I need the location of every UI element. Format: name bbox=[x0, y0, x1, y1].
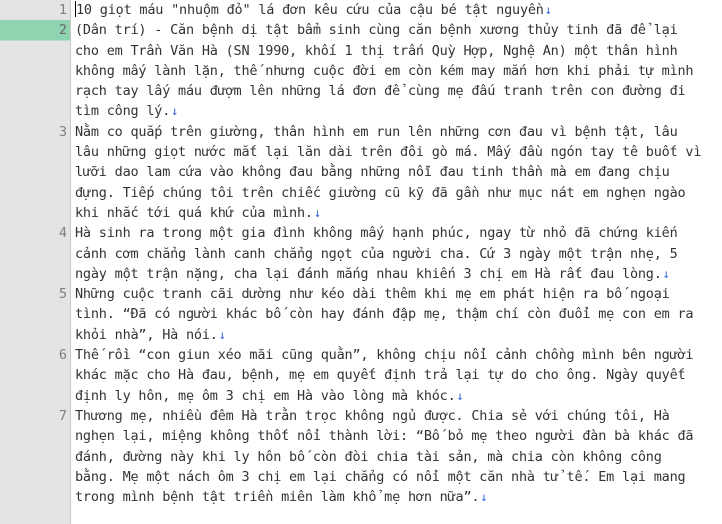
row-text: lâu những giọt nước mắt lại lăn dài trên đôi gò má. Mấy đầu ngón tay tê buốt vì bbox=[75, 144, 702, 161]
end-of-line-marker-icon: ↓ bbox=[313, 205, 321, 220]
row-text: khác mặc cho Hà đau, bệnh, mẹ em quyết định trả lại tự do cho ông. Ngày quyết bbox=[75, 367, 686, 384]
wrapped-row bbox=[75, 162, 715, 182]
row-text: trong mình bệnh tật triền miên làm khổ mẹ hơn nữa”. bbox=[75, 489, 480, 506]
wrapped-row bbox=[75, 142, 715, 162]
wrapped-row bbox=[75, 284, 715, 304]
end-of-line-marker-icon: ↓ bbox=[544, 3, 552, 17]
wrapped-row bbox=[75, 406, 715, 426]
editor-line[interactable] bbox=[0, 223, 722, 284]
line-number: 7 bbox=[58, 407, 67, 424]
row-text: tình. “Đã có người khác bố còn hay đánh đập mẹ, thậm chí còn đuổi mẹ con em ra bbox=[75, 306, 694, 323]
wrapped-row bbox=[75, 203, 715, 223]
wrapped-row bbox=[75, 20, 715, 40]
wrapped-row bbox=[75, 487, 715, 507]
wrapped-row bbox=[75, 467, 715, 487]
editor-line[interactable] bbox=[0, 122, 722, 223]
line-text[interactable] bbox=[70, 0, 715, 20]
line-number: 3 bbox=[58, 123, 67, 140]
row-text: 10 giọt máu "nhuộm đỏ" lá đơn kêu cứu của cậu bé tật nguyền bbox=[76, 2, 544, 18]
row-text: Hà sinh ra trong một gia đình không mấy hạnh phúc, ngay từ nhỏ đã chứng kiến bbox=[75, 225, 678, 242]
wrapped-row bbox=[75, 345, 715, 365]
row-text: (Dân trí) - Căn bệnh dị tật bẩm sinh cùng căn bệnh xương thủy tinh đã để lại bbox=[75, 22, 678, 39]
row-text: Thế rồi “con giun xéo mãi cũng quằn”, không chịu nổi cảnh chồng mình bên người bbox=[75, 347, 694, 364]
wrapped-row bbox=[75, 223, 715, 243]
wrapped-row bbox=[75, 41, 715, 61]
wrapped-row bbox=[75, 264, 715, 284]
row-text: nghẹn lại, miệng không thốt nổi thành lời: “Bố bỏ mẹ theo người đàn bà khác đã bbox=[75, 428, 694, 445]
row-text: Nằm co quắp trên giường, thân hình em run lên những cơn đau vì bệnh tật, lâu bbox=[75, 123, 678, 140]
row-text: không mấy lành lặn, thế nhưng cuộc đời em còn kém may mắn hơn khi phải tự mình bbox=[75, 62, 694, 79]
editor-line[interactable] bbox=[0, 406, 722, 507]
wrapped-row bbox=[75, 244, 715, 264]
row-text: bằng. Mẹ một nách ôm 3 chị em lại chẳng có nổi một căn nhà tử tế. Em lại mang bbox=[75, 468, 686, 485]
end-of-line-marker-icon: ↓ bbox=[456, 388, 464, 403]
row-text: đánh, đường này khi ly hôn bố còn đòi chia tài sản, mà chia còn không công bbox=[75, 448, 662, 465]
line-text[interactable] bbox=[70, 20, 715, 121]
wrapped-row bbox=[75, 122, 715, 142]
wrapped-row bbox=[75, 447, 715, 467]
line-text[interactable] bbox=[70, 406, 715, 507]
wrapped-row bbox=[75, 365, 715, 385]
row-text: Thương mẹ, nhiều đêm Hà trằn trọc không ngủ được. Chia sẻ với chúng tôi, Hà bbox=[75, 407, 670, 424]
editor-line[interactable] bbox=[0, 0, 722, 20]
end-of-line-marker-icon: ↓ bbox=[662, 266, 670, 281]
row-text: ngày một trận nặng, cha lại đánh mắng nhau khiến 3 chị em Hà rất đau lòng. bbox=[75, 265, 662, 282]
row-text: đựng. Tiếp chúng tôi trên chiếc giường cũ kỹ đã gần như mục nát em nghẹn ngào bbox=[75, 184, 686, 201]
line-number: 1 bbox=[58, 2, 67, 18]
row-text: khi nhắc tới quá khứ của mình. bbox=[75, 204, 313, 221]
row-text: Những cuộc tranh cãi dường như kéo dài thêm khi mẹ em phát hiện ra bố ngoại bbox=[75, 286, 670, 303]
editor-line[interactable] bbox=[0, 284, 722, 345]
line-number: 6 bbox=[58, 347, 67, 364]
row-text: lưỡi dao lam cứa vào không đau bằng những nỗi đau tinh thần mà em đang chịu bbox=[75, 164, 670, 181]
row-text: khỏi nhà”, Hà nói. bbox=[75, 326, 218, 343]
line-number: 5 bbox=[58, 286, 67, 303]
row-text: định ly hôn, mẹ ôm 3 chị em Hà vào lòng mà khóc. bbox=[75, 387, 456, 404]
end-of-line-marker-icon: ↓ bbox=[171, 104, 179, 119]
line-text[interactable] bbox=[70, 122, 715, 223]
wrapped-row bbox=[75, 61, 715, 81]
editor-line[interactable] bbox=[0, 20, 722, 122]
end-of-line-marker-icon: ↓ bbox=[480, 490, 488, 505]
wrapped-row bbox=[75, 304, 715, 324]
row-text: rạch tay lấy máu đượm lên những lá đơn để cùng mẹ đấu tranh trên con đường đi bbox=[75, 83, 686, 100]
editor-line[interactable] bbox=[0, 345, 722, 406]
wrapped-row bbox=[75, 0, 715, 20]
line-text[interactable] bbox=[70, 223, 715, 284]
wrapped-row bbox=[75, 325, 715, 345]
line-number: 2 bbox=[0, 20, 70, 122]
end-of-line-marker-icon: ↓ bbox=[218, 327, 226, 342]
row-text: cảnh cơm chẳng lành canh chẳng ngọt của người cha. Cứ 3 ngày một trận nhẹ, 5 bbox=[75, 245, 678, 262]
line-text[interactable] bbox=[70, 284, 715, 345]
row-text: tìm công lý. bbox=[75, 103, 171, 120]
wrapped-row bbox=[75, 426, 715, 446]
wrapped-row bbox=[75, 101, 715, 121]
wrapped-row bbox=[75, 183, 715, 203]
row-text: cho em Trần Văn Hà (SN 1990, khối 1 thị trấn Quỳ Hợp, Nghệ An) một thân hình bbox=[75, 42, 678, 59]
wrapped-row bbox=[75, 81, 715, 101]
wrapped-row bbox=[75, 386, 715, 406]
line-text[interactable] bbox=[70, 345, 715, 406]
line-number: 4 bbox=[58, 225, 67, 242]
